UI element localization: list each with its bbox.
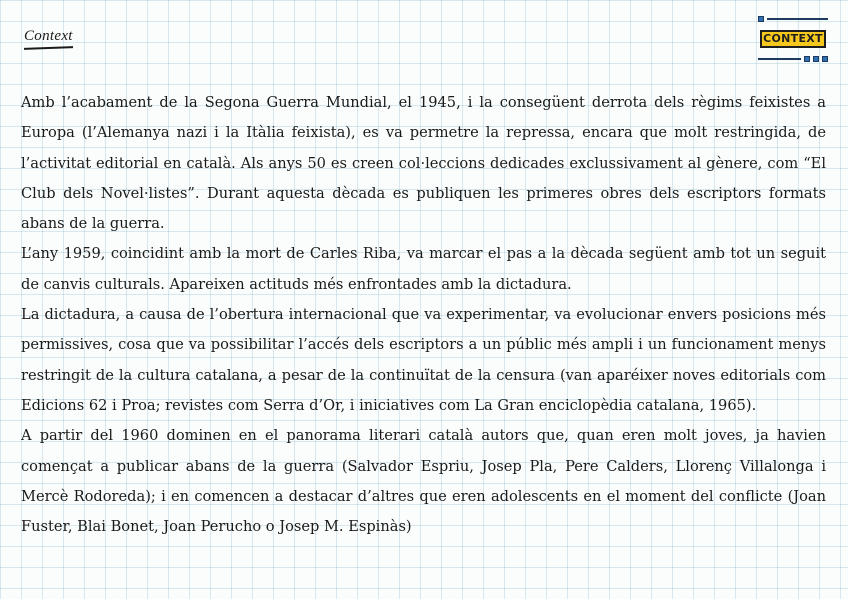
- logo-dash: [767, 18, 828, 20]
- paragraph-2: L’any 1959, coincidint amb la mort de Carles Riba, va marcar el pas a la dècada següent amb tot un seguit de canvis culturals. Apareixen actituds més enfrontades amb la dictadura.: [21, 245, 826, 293]
- paragraph-1: Amb l’acabament de la Segona Guerra Mundial, el 1945, i la consegüent derrota dels règims feixistes a Europa (l’Alemanya nazi i la Itàlia feixista), es va permetre la repressa, encara que molt restringida, de l’activitat editorial en català. Als anys 50 es creen col·leccions dedicades exclussivament al gènere, com “El Club dels Novel·listes”. Durant aquesta dècada es publiquen les primeres obres dels escriptors formats abans de la guerra.: [21, 94, 826, 233]
- context-logo: [758, 14, 828, 64]
- logo-square-icon: [822, 56, 828, 62]
- title-underline: [24, 46, 73, 49]
- logo-top-bars: [758, 16, 828, 22]
- logo-badge: CONTEXT: [760, 30, 826, 48]
- paragraph-4: A partir del 1960 dominen en el panorama literari català autors que, quan eren molt joves, ja havien començat a publicar abans de la guerra (Salvador Espriu, Josep Pla, Pere Calders, Llorenç Villalonga i Mercè Rodoreda); i en comencen a destacar d’altres que eren adolescents en el moment del conflicte (Joan Fuster, Blai Bonet, Joan Perucho o Josep M. Espinàs): [21, 427, 826, 536]
- body-text: [21, 88, 826, 542]
- logo-bottom-bars: [758, 56, 828, 62]
- handwritten-title: [24, 28, 73, 45]
- logo-square-icon: [813, 56, 819, 62]
- logo-dash: [758, 58, 801, 60]
- logo-square-icon: [804, 56, 810, 62]
- handwritten-title-text: Context: [24, 28, 73, 44]
- paragraph-3: La dictadura, a causa de l’obertura internacional que va experimentar, va evolucionar envers posicions més permissives, cosa que va possibilitar l’accés dels escriptors a un públic més ampli i un funcionament menys restringit de la cultura catalana, a pesar de la continuïtat de la censura (van aparéixer noves editorials com Edicions 62 i Proa; revistes com Serra d’Or, i iniciatives com La Gran enciclopèdia catalana, 1965).: [21, 306, 826, 414]
- logo-square-icon: [758, 16, 764, 22]
